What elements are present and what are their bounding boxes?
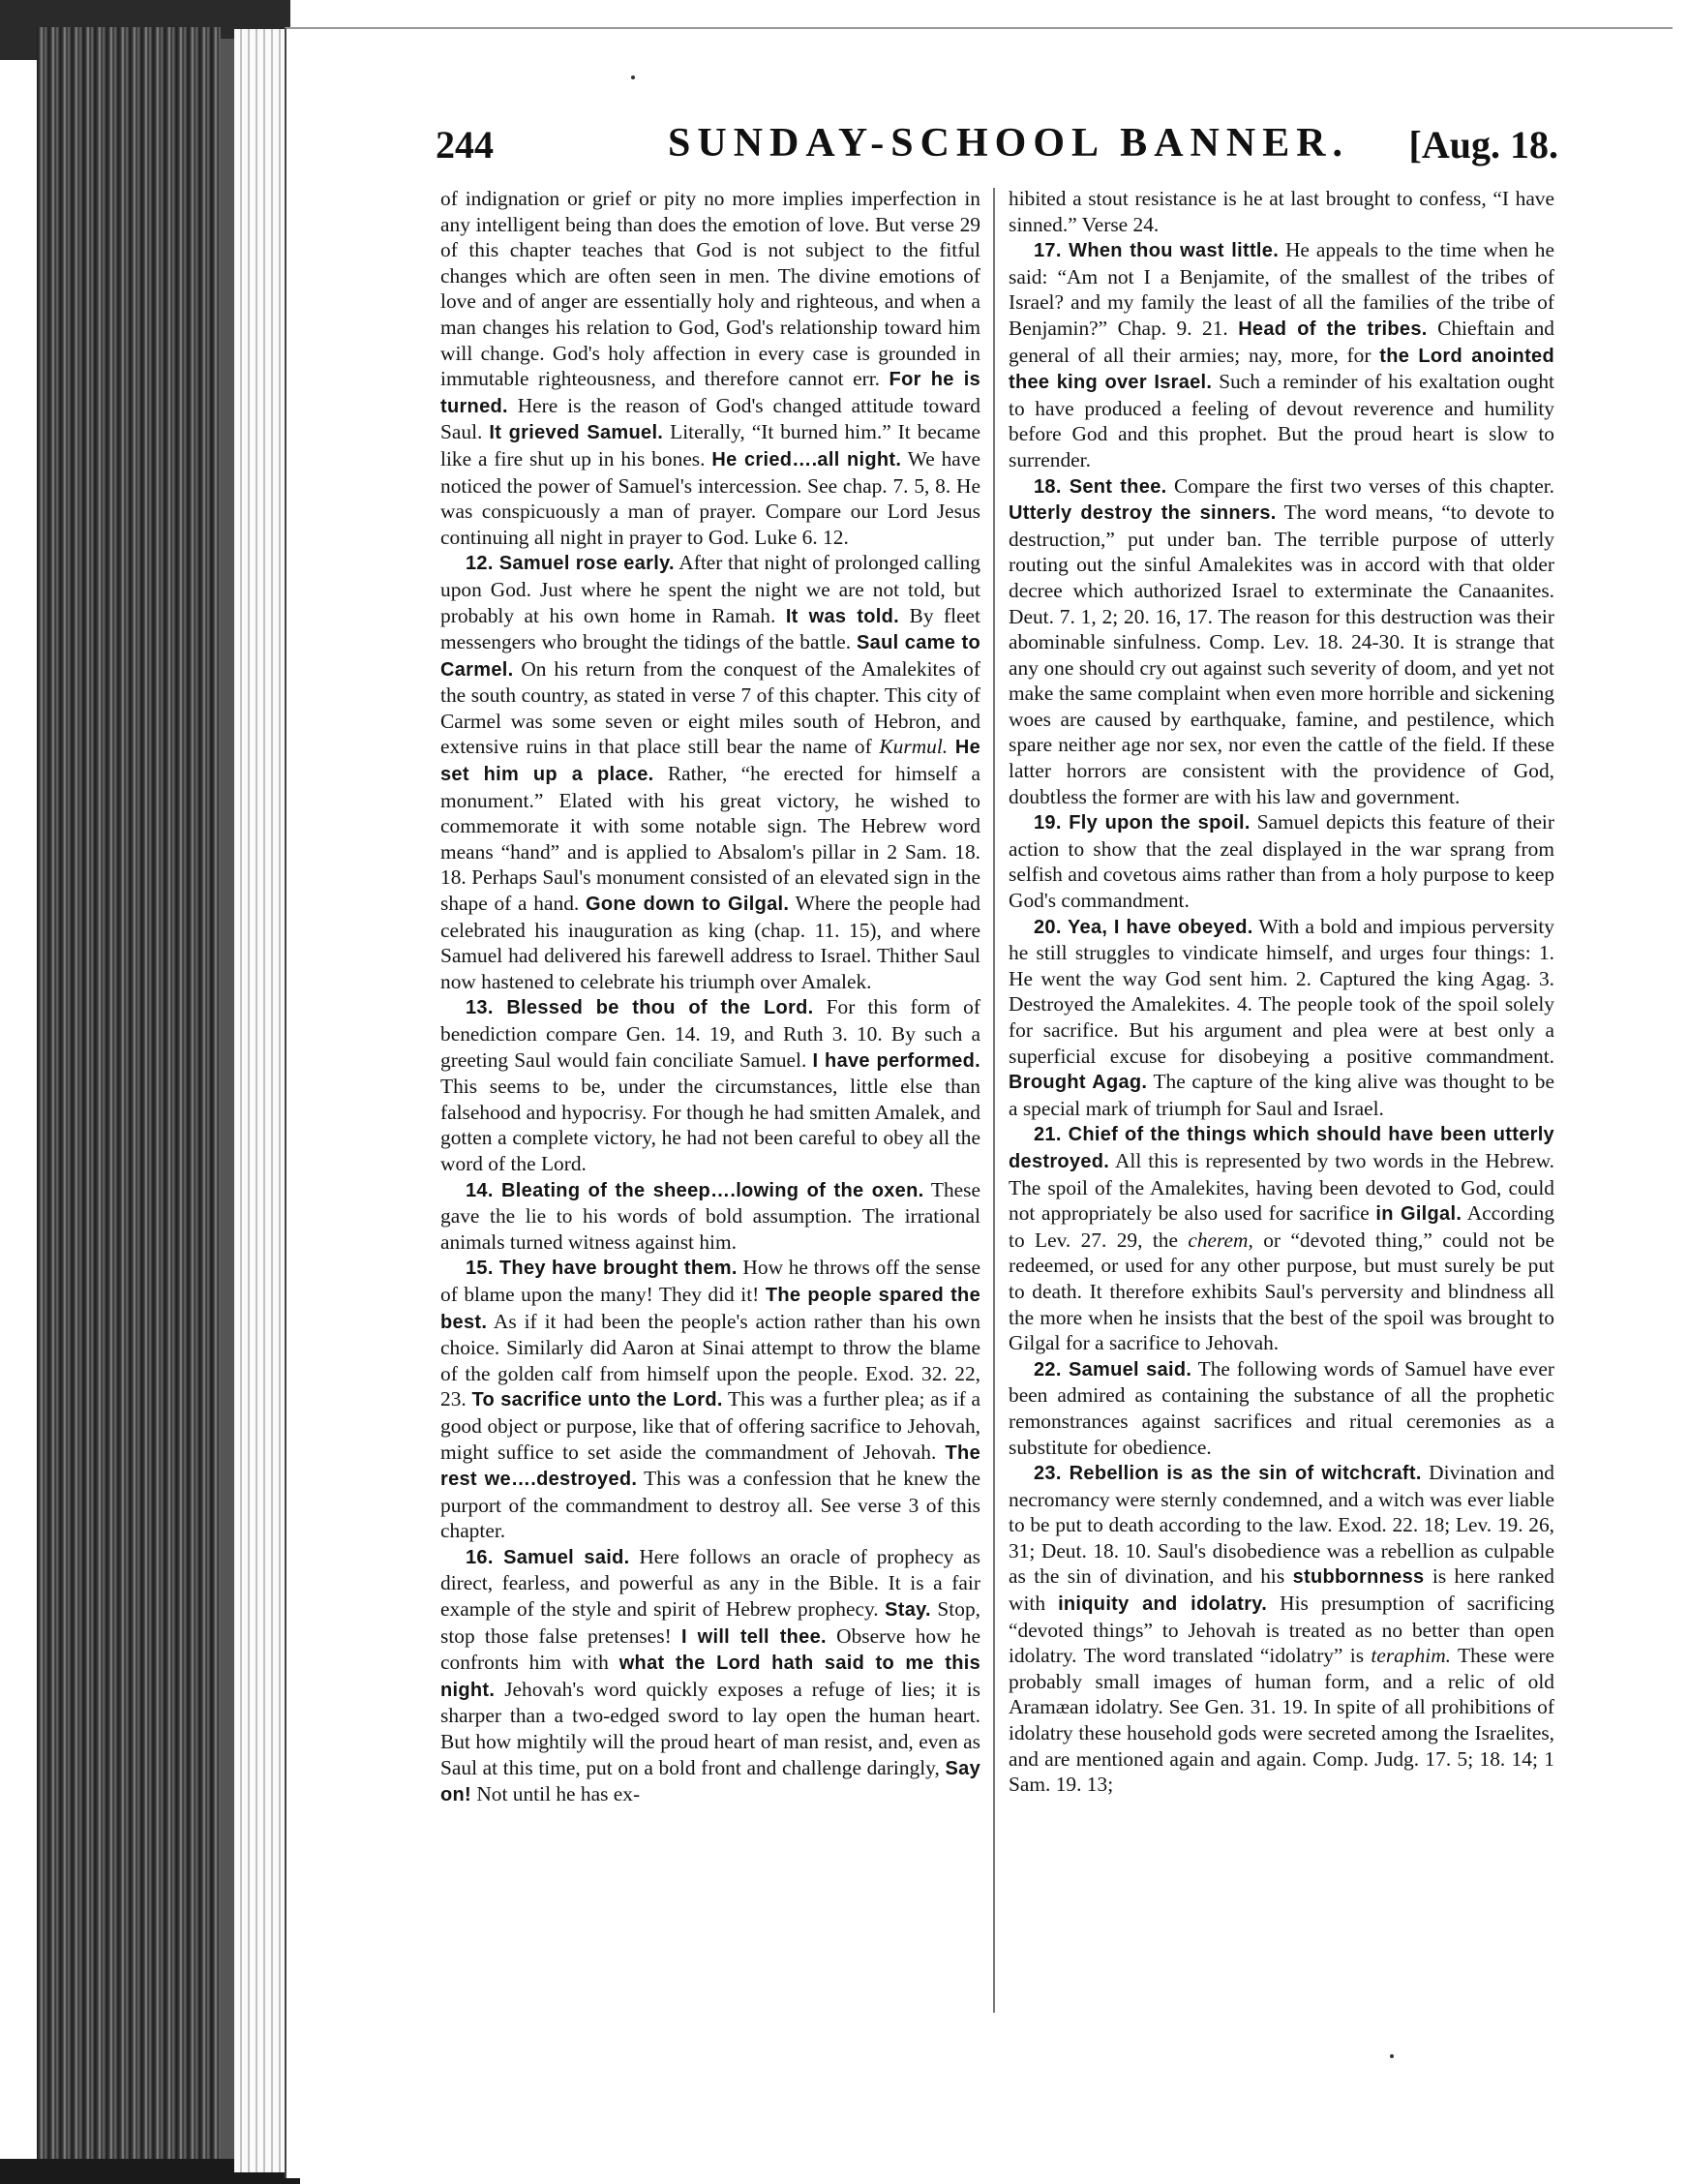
text-run: hibited a stout resistance is he at last brought to confess, “I have sinned.” Verse 24. — [1009, 187, 1554, 236]
keyword: Say on! — [440, 1757, 980, 1806]
text-run: Compare the first two verses of this chapter. — [1174, 473, 1554, 498]
paragraph — [1009, 186, 1554, 237]
text-run: Divination and necromancy were sternly condemned, and a witch was ever liable to be put to death according to the law. Exod. 22. 18; Lev. 19. 26, 31; Deut. 18. 10. Saul's disobedience was a rebellion as culpable as the sin of divination, and his — [1009, 1461, 1554, 1589]
text-run: These gave the lie to his words of bold assumption. The irrational animals turned witness against him. — [440, 1177, 980, 1254]
text-run: Here is the reason of God's changed attitude toward Saul. — [440, 393, 980, 444]
text-run: The capture of the king alive was thought to be a special mark of triumph for Saul and Israel. — [1009, 1070, 1554, 1120]
verse-heading: 21. Chief of the things which should have been utterly destroyed. — [1009, 1124, 1554, 1172]
text-run: or “devoted thing,” could not be redeemed, or used for any other purpose, but must surely be put to death. It therefore exhibits Saul's perversity and blindness all the more when he insists that the best of the spoil was brought to Gilgal for a sacrifice to Jehovah. — [1009, 1228, 1554, 1355]
paragraph — [1009, 1121, 1554, 1355]
text-run: As if it had been the people's action rather than his own choice. Similarly did Aaron at Sinai attempt to throw the blame of the golden calf from himself upon the people. Exod. 32. 22, 23. — [440, 1309, 980, 1411]
issue-date: [Aug. 18. — [1408, 123, 1558, 167]
verse-heading: 12. Samuel rose early. — [466, 553, 675, 575]
paragraph — [1009, 914, 1554, 1122]
paragraph — [1009, 473, 1554, 810]
text-run: For this form of benediction compare Gen. 14. 19, and Ruth 3. 10. By such a greeting Saul would fain conciliate Samuel. — [440, 995, 980, 1072]
text-run: With a bold and impious perversity he still struggles to vindicate himself, and urges four things: 1. He went the way God sent him. 2. Captured the king Agag. 3. Destroyed the Amalekites. 4. The people took of the spoil solely for sacrifice. But his argument and plea were at best only a superficial excuse for disobeying a positive commandment. — [1009, 914, 1554, 1068]
text-run: is here ranked with — [1009, 1564, 1554, 1616]
text-run: Not until he has ex- — [476, 1782, 641, 1806]
keyword: what the Lord hath said to me this night. — [440, 1653, 980, 1701]
paragraph — [1009, 1356, 1554, 1460]
text-run: Rather, “he erected for himself a monument.” Elated with his great victory, he wished to commemorate it with some notable sign. The Hebrew word means “hand” and is applied to Absalom's pillar in 2 Sam. 18. 18. Perhaps Saul's monument consisted of an elevated sign in the shape of a hand. — [440, 762, 980, 916]
text-run: How he throws off the sense of blame upon the many! They did it! — [440, 1256, 980, 1306]
keyword: I have performed. — [812, 1049, 980, 1072]
verse-heading: 22. Samuel said. — [1034, 1358, 1192, 1380]
text-run: This seems to be, under the circumstances, little else than falsehood and hypocrisy. For though he had smitten Amalek, and gotten a complete victory, he had not been careful to obey all the word of the Lord. — [440, 1075, 980, 1175]
text-run: Here follows an oracle of prophecy as direct, fearless, and powerful as any in the Bible. It is a fair example of the style and spirit of Hebrew prophecy. — [440, 1544, 980, 1622]
keyword: I will tell thee. — [680, 1625, 827, 1648]
paragraph — [1009, 809, 1554, 913]
page-edges — [234, 29, 285, 2172]
verse-heading: 18. Sent thee. — [1034, 475, 1167, 498]
text-run: This was a further plea; as if a good object or purpose, like that of offering sacrifice to Jehovah, might suffice to set aside the commandment of Jehovah. — [440, 1387, 980, 1464]
journal-title: SUNDAY-SCHOOL BANNER. — [668, 121, 1350, 166]
text-run: His presumption of sacrificing “devoted things” to Jehovah is treated as no better than open idolatry. The word translated “idolatry” is — [1009, 1592, 1554, 1668]
paragraph — [440, 1255, 980, 1544]
text-run: According to Lev. 27. 29, the — [1009, 1201, 1554, 1252]
verse-heading: 14. Bleating of the sheep….lowing of the oxen. — [466, 1179, 924, 1201]
keyword: Gone down to Gilgal. — [586, 894, 790, 916]
keyword: Head of the tribes. — [1238, 318, 1428, 340]
dust-speck — [1390, 2054, 1394, 2058]
spine-edge — [221, 39, 234, 2169]
verse-heading: 13. Blessed be thou of the Lord. — [466, 997, 814, 1019]
text-run: Chieftain and general of all their armies; nay, more, for — [1009, 316, 1554, 367]
keyword: To sacrifice unto the Lord. — [471, 1389, 723, 1411]
paragraph — [440, 550, 980, 994]
keyword: He cried….all night. — [711, 448, 902, 470]
text-run: Stop, stop those false pretenses! — [440, 1597, 980, 1648]
keyword: Brought Agag. — [1009, 1072, 1148, 1094]
keyword: The rest we….destroyed. — [440, 1441, 980, 1491]
column-rule — [993, 188, 995, 2013]
text-run: of indignation or grief or pity no more implies imperfection in any intelligent being than does the emotion of love. But verse 29 of this chapter teaches that God is not subject to the fitful changes which are often seen in men. The divine emotions of love and of anger are essentially holy and righteous, and when a man changes his relation to God, God's relationship toward him will change. God's holy affection in every case is grounded in immutable righteousness, and therefore cannot err. — [440, 187, 980, 391]
text-run: This was a confession that he knew the purport of the commandment to destroy all. See verse 3 of this chapter. — [440, 1467, 980, 1543]
paragraph — [440, 994, 980, 1176]
running-head — [436, 116, 1558, 174]
text-run: By fleet messengers who brought the tidings of the battle. — [440, 603, 980, 654]
text-run: The following words of Samuel have ever been admired as containing the substance of all the prophetic remonstrances against sacrifices and ritual ceremonies as a substitute for obedience. — [1009, 1356, 1554, 1459]
book-spine — [37, 27, 221, 2176]
keyword: stubbornness — [1292, 1566, 1425, 1589]
paragraph — [440, 1544, 980, 1808]
keyword: It was told. — [785, 605, 900, 627]
page-number: 244 — [436, 123, 494, 167]
text-run: We have noticed the power of Samuel's intercession. See chap. 7. 5, 8. He was conspicuously a man of prayer. Compare our Lord Jesus continuing all night in prayer to God. Luke 6. 12. — [440, 446, 980, 549]
verse-heading: 17. When thou wast little. — [1034, 240, 1280, 262]
text-run: On his return from the conquest of the Amalekites of the south country, as stated in verse 7 of this chapter. This city of Carmel was some seven or eight miles south of Hebron, and extensive ruins in that place still bear the name of — [440, 656, 980, 759]
keyword: Saul came to Carmel. — [440, 632, 980, 681]
text-run: Such a reminder of his exaltation ought to have produced a feeling of devout reverence and humility before God and this prophet. But the proud heart is slow to surrender. — [1009, 370, 1554, 471]
paragraph — [440, 1177, 980, 1256]
keyword: the Lord anointed thee king over Israel. — [1009, 345, 1554, 394]
dust-speck — [631, 76, 635, 79]
italic-term: cherem, — [1188, 1228, 1253, 1252]
keyword: For he is turned. — [440, 369, 980, 417]
verse-heading: 16. Samuel said. — [466, 1546, 630, 1568]
text-run: The word means, “to devote to destruction,” put under ban. The terrible purpose of utterly routing out the sinful Amalekites was in accord with that older decree which authorized Israel to exterminate the Canaanites. Deut. 7. 1, 2; 20. 16, 17. The reason for this destruction was their abominable sinfulness. Comp. Lev. 18. 24-30. It is strange that any one should cry out against such severity of doom, and yet not make the same complaint when even more horrible and sickening woes are caused by earthquake, famine, and pestilence, which spare neither age nor sex, nor even the cattle of the field. If these latter horrors are consistent with the providence of God, doubtless the former are with his law and government. — [1009, 500, 1554, 808]
left-column — [440, 186, 980, 2016]
verse-heading: 19. Fly upon the spoil. — [1034, 812, 1251, 834]
italic-term: Kurmul. — [879, 735, 949, 759]
paragraph — [440, 186, 980, 550]
keyword: in Gilgal. — [1375, 1203, 1462, 1226]
verse-heading: 20. Yea, I have obeyed. — [1034, 916, 1253, 938]
text-run: Literally, “It burned him.” It became like a fire shut up in his bones. — [440, 420, 980, 470]
text-run: Samuel depicts this feature of their action to show that the zeal displayed in the war sprang from selfish and covetous aims rather than from a holy purpose to keep God's commandment. — [1009, 810, 1554, 913]
paragraph — [1009, 237, 1554, 472]
right-column — [1009, 186, 1554, 2016]
paragraph — [1009, 1460, 1554, 1798]
verse-heading: 15. They have brought them. — [466, 1258, 738, 1280]
text-run: Jehovah's word quickly exposes a refuge of lies; it is sharper than a two-edged sword to lay open the human heart. But how mightily will the proud heart of man resist, and, even as Saul at this time, put on a bold front and challenge daringly, — [440, 1677, 980, 1779]
text-run: Where the people had celebrated his inauguration as king (chap. 11. 15), and where Samuel had delivered his farewell address to Israel. Thither Saul now hastened to celebrate his triumph over Amalek. — [440, 892, 980, 993]
text-run: After that night of prolonged calling upon God. Just where he spent the night we are not told, but probably at his own home in Ramah. — [440, 551, 980, 627]
text-run: These were probably small images of human form, and a relic of old Aramæan idolatry. See Gen. 31. 19. In spite of all prohibitions of idolatry these household gods were secreted among the Israelites, and are mentioned again and again. Comp. Judg. 17. 5; 18. 14; 1 Sam. 19. 13; — [1009, 1644, 1554, 1797]
keyword: He set him up a place. — [440, 737, 980, 786]
text-run: He appeals to the time when he said: “Am not I a Benjamite, of the smallest of the tribes of Israel? and my family the least of all the families of the tribe of Benjamin?” Chap. 9. 21. — [1009, 238, 1554, 340]
keyword: It grieved Samuel. — [489, 422, 664, 444]
keyword: Utterly destroy the sinners. — [1009, 502, 1277, 525]
keyword: Stay. — [885, 1599, 931, 1622]
text-run: Observe how he confronts him with — [440, 1623, 980, 1675]
verse-heading: 23. Rebellion is as the sin of witchcraft. — [1034, 1463, 1422, 1485]
keyword: The people spared the best. — [440, 1284, 980, 1333]
text-run: All this is represented by two words in the Hebrew. The spoil of the Amalekites, having been devoted to God, could not appropriately be also used for sacrifice — [1009, 1148, 1554, 1226]
keyword: iniquity and idolatry. — [1058, 1593, 1268, 1616]
italic-term: teraphim. — [1371, 1644, 1452, 1668]
